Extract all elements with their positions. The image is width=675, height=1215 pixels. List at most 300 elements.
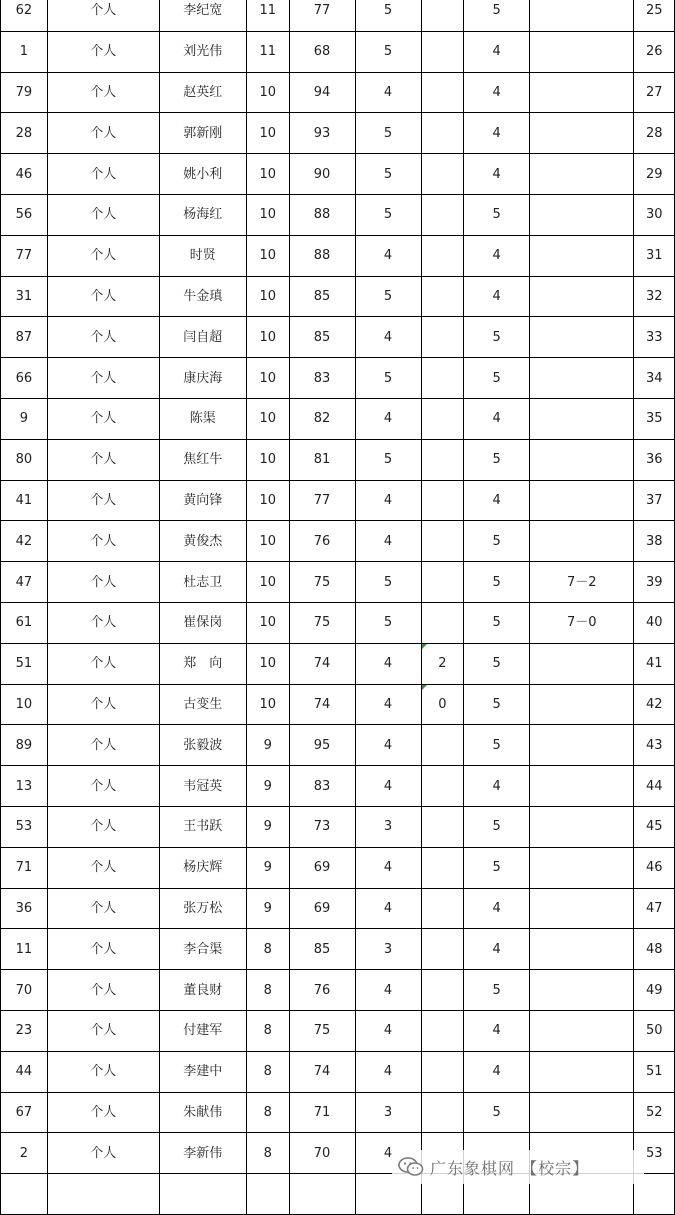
table-cell: 黄向锋	[159, 480, 246, 521]
table-cell: 4	[355, 847, 421, 888]
table-cell: 47	[1, 562, 48, 603]
table-cell: 66	[1, 358, 48, 399]
table-cell: 4	[464, 1010, 530, 1051]
table-cell	[530, 480, 634, 521]
watermark	[392, 1150, 644, 1184]
table-cell: 康庆海	[159, 358, 246, 399]
table-cell: 个人	[47, 562, 159, 603]
table-cell: 28	[634, 113, 675, 154]
table-cell: 4	[464, 31, 530, 72]
table-row	[1, 480, 675, 521]
table-cell	[421, 358, 464, 399]
table-cell: 个人	[47, 439, 159, 480]
table-cell	[421, 0, 464, 31]
table-cell	[421, 602, 464, 643]
table-cell: 46	[634, 847, 675, 888]
table-row	[1, 235, 675, 276]
table-cell: 88	[289, 194, 355, 235]
table-cell: 62	[1, 0, 48, 31]
table-cell: 5	[355, 194, 421, 235]
table-cell	[530, 439, 634, 480]
table-cell: 8	[246, 970, 289, 1011]
table-cell: 个人	[47, 0, 159, 31]
table-cell: 73	[289, 806, 355, 847]
table-cell: 8	[246, 1133, 289, 1174]
table-cell	[530, 766, 634, 807]
table-cell	[421, 72, 464, 113]
table-cell: 5	[355, 562, 421, 603]
table-cell: 95	[289, 725, 355, 766]
table-cell	[289, 1174, 355, 1215]
table-cell: 85	[289, 929, 355, 970]
table-cell: 45	[634, 806, 675, 847]
table-cell: 个人	[47, 847, 159, 888]
table-cell: 34	[634, 358, 675, 399]
table-cell: 10	[246, 317, 289, 358]
table-cell	[421, 970, 464, 1011]
table-cell: 51	[1, 643, 48, 684]
table-cell	[421, 766, 464, 807]
table-cell	[530, 847, 634, 888]
table-cell: 2	[1, 1133, 48, 1174]
table-cell: 9	[246, 847, 289, 888]
table-cell: 个人	[47, 1010, 159, 1051]
table-cell	[421, 1010, 464, 1051]
table-cell: 79	[1, 72, 48, 113]
table-cell: 5	[355, 113, 421, 154]
table-cell: 10	[246, 72, 289, 113]
table-cell: 4	[464, 235, 530, 276]
table-cell: 5	[464, 847, 530, 888]
table-row	[1, 847, 675, 888]
table-cell: 2	[421, 643, 464, 684]
table-cell	[530, 194, 634, 235]
table-cell: 75	[289, 602, 355, 643]
table-cell: 9	[246, 888, 289, 929]
table-cell	[159, 1174, 246, 1215]
table-cell	[530, 521, 634, 562]
table-cell: 5	[355, 276, 421, 317]
table-cell: 刘光伟	[159, 31, 246, 72]
table-cell: 10	[1, 684, 48, 725]
table-cell: 个人	[47, 235, 159, 276]
table-cell: 11	[1, 929, 48, 970]
table-cell: 5	[355, 439, 421, 480]
table-cell: 4	[464, 113, 530, 154]
table-cell: 李纪宽	[159, 0, 246, 31]
table-cell: 张万松	[159, 888, 246, 929]
table-cell: 李建中	[159, 1051, 246, 1092]
table-cell: 李合渠	[159, 929, 246, 970]
table-cell: 个人	[47, 643, 159, 684]
table-cell	[421, 1092, 464, 1133]
table-cell	[421, 194, 464, 235]
table-cell: 4	[355, 521, 421, 562]
table-cell: 个人	[47, 725, 159, 766]
table-cell: 4	[355, 1133, 421, 1174]
table-cell: 王书跃	[159, 806, 246, 847]
table-cell: 37	[634, 480, 675, 521]
table-cell: 36	[1, 888, 48, 929]
table-cell: 7－0	[530, 602, 634, 643]
table-row	[1, 562, 675, 603]
table-cell: 李新伟	[159, 1133, 246, 1174]
table-cell: 10	[246, 602, 289, 643]
table-cell: 9	[246, 806, 289, 847]
table-cell: 4	[464, 888, 530, 929]
table-cell: 个人	[47, 358, 159, 399]
table-cell: 个人	[47, 888, 159, 929]
table-cell: 10	[246, 562, 289, 603]
table-cell: 闫自超	[159, 317, 246, 358]
table-row	[1, 113, 675, 154]
table-cell: 4	[355, 766, 421, 807]
table-cell: 5	[464, 521, 530, 562]
table-cell: 10	[246, 480, 289, 521]
table-cell: 42	[1, 521, 48, 562]
table-cell: 4	[355, 480, 421, 521]
table-row	[1, 1051, 675, 1092]
table-cell: 33	[634, 317, 675, 358]
table-cell: 25	[634, 0, 675, 31]
table-cell: 牛金瑱	[159, 276, 246, 317]
table-cell	[421, 521, 464, 562]
table-cell: 11	[246, 31, 289, 72]
table-cell: 10	[246, 358, 289, 399]
table-cell: 77	[289, 0, 355, 31]
table-cell: 3	[355, 806, 421, 847]
table-cell: 5	[355, 0, 421, 31]
table-cell	[530, 1092, 634, 1133]
table-cell: 42	[634, 684, 675, 725]
table-cell: 张毅波	[159, 725, 246, 766]
table-cell: 82	[289, 398, 355, 439]
table-cell: 10	[246, 643, 289, 684]
table-cell: 48	[634, 929, 675, 970]
table-cell	[530, 72, 634, 113]
table-cell: 41	[1, 480, 48, 521]
table-cell: 70	[289, 1133, 355, 1174]
table-cell: 个人	[47, 113, 159, 154]
table-cell	[421, 317, 464, 358]
table-cell: 68	[289, 31, 355, 72]
table-cell: 3	[355, 1092, 421, 1133]
table-cell: 崔保岗	[159, 602, 246, 643]
table-cell: 44	[1, 1051, 48, 1092]
table-cell	[530, 684, 634, 725]
table-cell: 5	[464, 317, 530, 358]
table-cell: 90	[289, 154, 355, 195]
table-cell: 10	[246, 276, 289, 317]
table-cell: 88	[289, 235, 355, 276]
table-row	[1, 1092, 675, 1133]
table-cell: 47	[634, 888, 675, 929]
table-cell: 杜志卫	[159, 562, 246, 603]
table-cell: 11	[246, 0, 289, 31]
table-cell: 85	[289, 317, 355, 358]
table-cell	[421, 31, 464, 72]
table-cell: 49	[634, 970, 675, 1011]
table-cell: 4	[464, 1051, 530, 1092]
table-cell: 51	[634, 1051, 675, 1092]
table-cell	[421, 480, 464, 521]
table-cell: 93	[289, 113, 355, 154]
table-cell: 87	[1, 317, 48, 358]
table-row	[1, 358, 675, 399]
table-cell: 32	[634, 276, 675, 317]
table-cell: 71	[289, 1092, 355, 1133]
table-cell: 5	[355, 154, 421, 195]
table-cell: 8	[246, 1010, 289, 1051]
table-cell	[1, 1174, 48, 1215]
table-cell	[530, 276, 634, 317]
table-row	[1, 1010, 675, 1051]
table-cell: 29	[634, 154, 675, 195]
table-cell: 韦冠英	[159, 766, 246, 807]
table-cell: 个人	[47, 970, 159, 1011]
table-row	[1, 398, 675, 439]
table-cell: 5	[464, 439, 530, 480]
table-cell: 5	[464, 562, 530, 603]
table-cell: 53	[1, 806, 48, 847]
table-cell	[530, 888, 634, 929]
table-cell: 77	[1, 235, 48, 276]
table-cell	[530, 970, 634, 1011]
table-cell: 23	[1, 1010, 48, 1051]
table-cell: 4	[464, 929, 530, 970]
table-cell: 4	[355, 317, 421, 358]
table-cell: 4	[464, 72, 530, 113]
table-cell	[530, 929, 634, 970]
table-cell: 4	[464, 398, 530, 439]
table-cell	[421, 1051, 464, 1092]
table-cell: 古变生	[159, 684, 246, 725]
table-cell: 8	[246, 929, 289, 970]
table-row	[1, 31, 675, 72]
table-cell: 4	[464, 154, 530, 195]
table-cell: 4	[355, 643, 421, 684]
table-cell: 4	[355, 970, 421, 1011]
table-cell: 8	[246, 1051, 289, 1092]
table-cell	[421, 235, 464, 276]
table-cell: 个人	[47, 194, 159, 235]
table-cell: 8	[246, 1092, 289, 1133]
table-cell: 10	[246, 684, 289, 725]
table-cell: 75	[289, 562, 355, 603]
table-row	[1, 317, 675, 358]
table-row	[1, 72, 675, 113]
table-cell: 4	[355, 888, 421, 929]
table-cell: 4	[355, 398, 421, 439]
table-cell: 40	[634, 602, 675, 643]
table-cell: 4	[464, 766, 530, 807]
table-cell: 个人	[47, 31, 159, 72]
table-row	[1, 970, 675, 1011]
table-cell: 个人	[47, 806, 159, 847]
table-cell: 4	[355, 684, 421, 725]
table-cell: 个人	[47, 480, 159, 521]
table-row	[1, 766, 675, 807]
table-cell	[530, 1051, 634, 1092]
table-row	[1, 888, 675, 929]
table-cell: 4	[355, 235, 421, 276]
wechat-icon	[398, 1157, 424, 1177]
table-cell: 50	[634, 1010, 675, 1051]
table-cell: 4	[355, 1051, 421, 1092]
table-cell: 5	[464, 1092, 530, 1133]
table-cell: 黄俊杰	[159, 521, 246, 562]
table-cell: 5	[355, 602, 421, 643]
table-cell: 0	[421, 684, 464, 725]
table-cell: 4	[355, 1010, 421, 1051]
table-cell: 杨海红	[159, 194, 246, 235]
table-cell	[530, 0, 634, 31]
table-cell: 4	[464, 276, 530, 317]
table-cell: 80	[1, 439, 48, 480]
table-cell: 94	[289, 72, 355, 113]
table-cell	[530, 1010, 634, 1051]
table-cell: 5	[464, 970, 530, 1011]
table-cell	[530, 398, 634, 439]
watermark-text: 广东象棋网 【校宗】	[430, 1158, 590, 1178]
table-row	[1, 154, 675, 195]
table-cell: 52	[634, 1092, 675, 1133]
table-cell: 74	[289, 1051, 355, 1092]
table-cell	[530, 358, 634, 399]
table-cell: 13	[1, 766, 48, 807]
table-cell	[421, 725, 464, 766]
table-cell: 个人	[47, 521, 159, 562]
table-cell: 个人	[47, 929, 159, 970]
table-cell: 赵英红	[159, 72, 246, 113]
table-cell	[530, 31, 634, 72]
table-cell: 陈渠	[159, 398, 246, 439]
table-cell: 77	[289, 480, 355, 521]
table-cell: 4	[464, 480, 530, 521]
table-cell: 81	[289, 439, 355, 480]
table-cell: 个人	[47, 602, 159, 643]
table-cell: 5	[464, 643, 530, 684]
table-cell	[47, 1174, 159, 1215]
table-cell: 9	[246, 766, 289, 807]
table-cell: 44	[634, 766, 675, 807]
table-cell	[421, 929, 464, 970]
table-cell: 76	[289, 970, 355, 1011]
table-cell: 5	[355, 358, 421, 399]
table-cell: 4	[355, 72, 421, 113]
table-cell: 74	[289, 684, 355, 725]
table-cell: 69	[289, 888, 355, 929]
table-row	[1, 684, 675, 725]
table-cell: 3	[355, 929, 421, 970]
table-cell: 郭新刚	[159, 113, 246, 154]
table-cell: 10	[246, 113, 289, 154]
table-cell: 5	[355, 31, 421, 72]
table-cell: 姚小利	[159, 154, 246, 195]
table-cell: 10	[246, 235, 289, 276]
table-cell: 46	[1, 154, 48, 195]
table-cell: 10	[246, 398, 289, 439]
table-cell: 67	[1, 1092, 48, 1133]
table-cell	[421, 439, 464, 480]
table-row	[1, 602, 675, 643]
table-cell: 焦红牛	[159, 439, 246, 480]
table-cell: 董良财	[159, 970, 246, 1011]
table-cell: 个人	[47, 684, 159, 725]
table-cell: 个人	[47, 1133, 159, 1174]
table-cell: 郑 向	[159, 643, 246, 684]
table-row	[1, 806, 675, 847]
table-cell: 10	[246, 194, 289, 235]
table-cell: 61	[1, 602, 48, 643]
table-cell	[530, 235, 634, 276]
table-cell: 10	[246, 154, 289, 195]
table-cell: 个人	[47, 72, 159, 113]
table-cell: 26	[634, 31, 675, 72]
table-cell: 10	[246, 439, 289, 480]
table-cell: 个人	[47, 276, 159, 317]
table-cell: 53	[634, 1133, 675, 1174]
table-cell: 36	[634, 439, 675, 480]
table-cell: 4	[355, 725, 421, 766]
table-cell: 10	[246, 521, 289, 562]
table-cell: 83	[289, 358, 355, 399]
table-cell: 76	[289, 521, 355, 562]
table-cell: 个人	[47, 154, 159, 195]
table-cell	[530, 154, 634, 195]
table-cell	[421, 276, 464, 317]
table-cell: 30	[634, 194, 675, 235]
table-cell: 个人	[47, 1092, 159, 1133]
table-cell: 个人	[47, 398, 159, 439]
table-row	[1, 643, 675, 684]
table-row	[1, 0, 675, 31]
table-cell: 27	[634, 72, 675, 113]
table-cell: 35	[634, 398, 675, 439]
table-cell: 28	[1, 113, 48, 154]
table-row	[1, 521, 675, 562]
table-cell	[530, 317, 634, 358]
table-cell	[421, 888, 464, 929]
table-cell: 69	[289, 847, 355, 888]
table-cell: 付建军	[159, 1010, 246, 1051]
table-cell: 5	[464, 0, 530, 31]
table-cell: 个人	[47, 317, 159, 358]
table-cell: 5	[464, 806, 530, 847]
table-cell: 38	[634, 521, 675, 562]
table-cell	[530, 643, 634, 684]
table-cell: 5	[464, 602, 530, 643]
table-cell: 83	[289, 766, 355, 807]
table-cell: 31	[634, 235, 675, 276]
table-cell	[530, 806, 634, 847]
table-cell: 7－2	[530, 562, 634, 603]
table-row	[1, 194, 675, 235]
table-cell: 41	[634, 643, 675, 684]
table-cell: 31	[1, 276, 48, 317]
table-cell: 5	[464, 358, 530, 399]
table-cell: 5	[464, 194, 530, 235]
table-cell: 85	[289, 276, 355, 317]
table-cell: 74	[289, 643, 355, 684]
table-cell	[530, 113, 634, 154]
table-cell: 70	[1, 970, 48, 1011]
table-cell: 89	[1, 725, 48, 766]
table-cell: 39	[634, 562, 675, 603]
table-row	[1, 439, 675, 480]
table-row	[1, 725, 675, 766]
table-cell: 75	[289, 1010, 355, 1051]
